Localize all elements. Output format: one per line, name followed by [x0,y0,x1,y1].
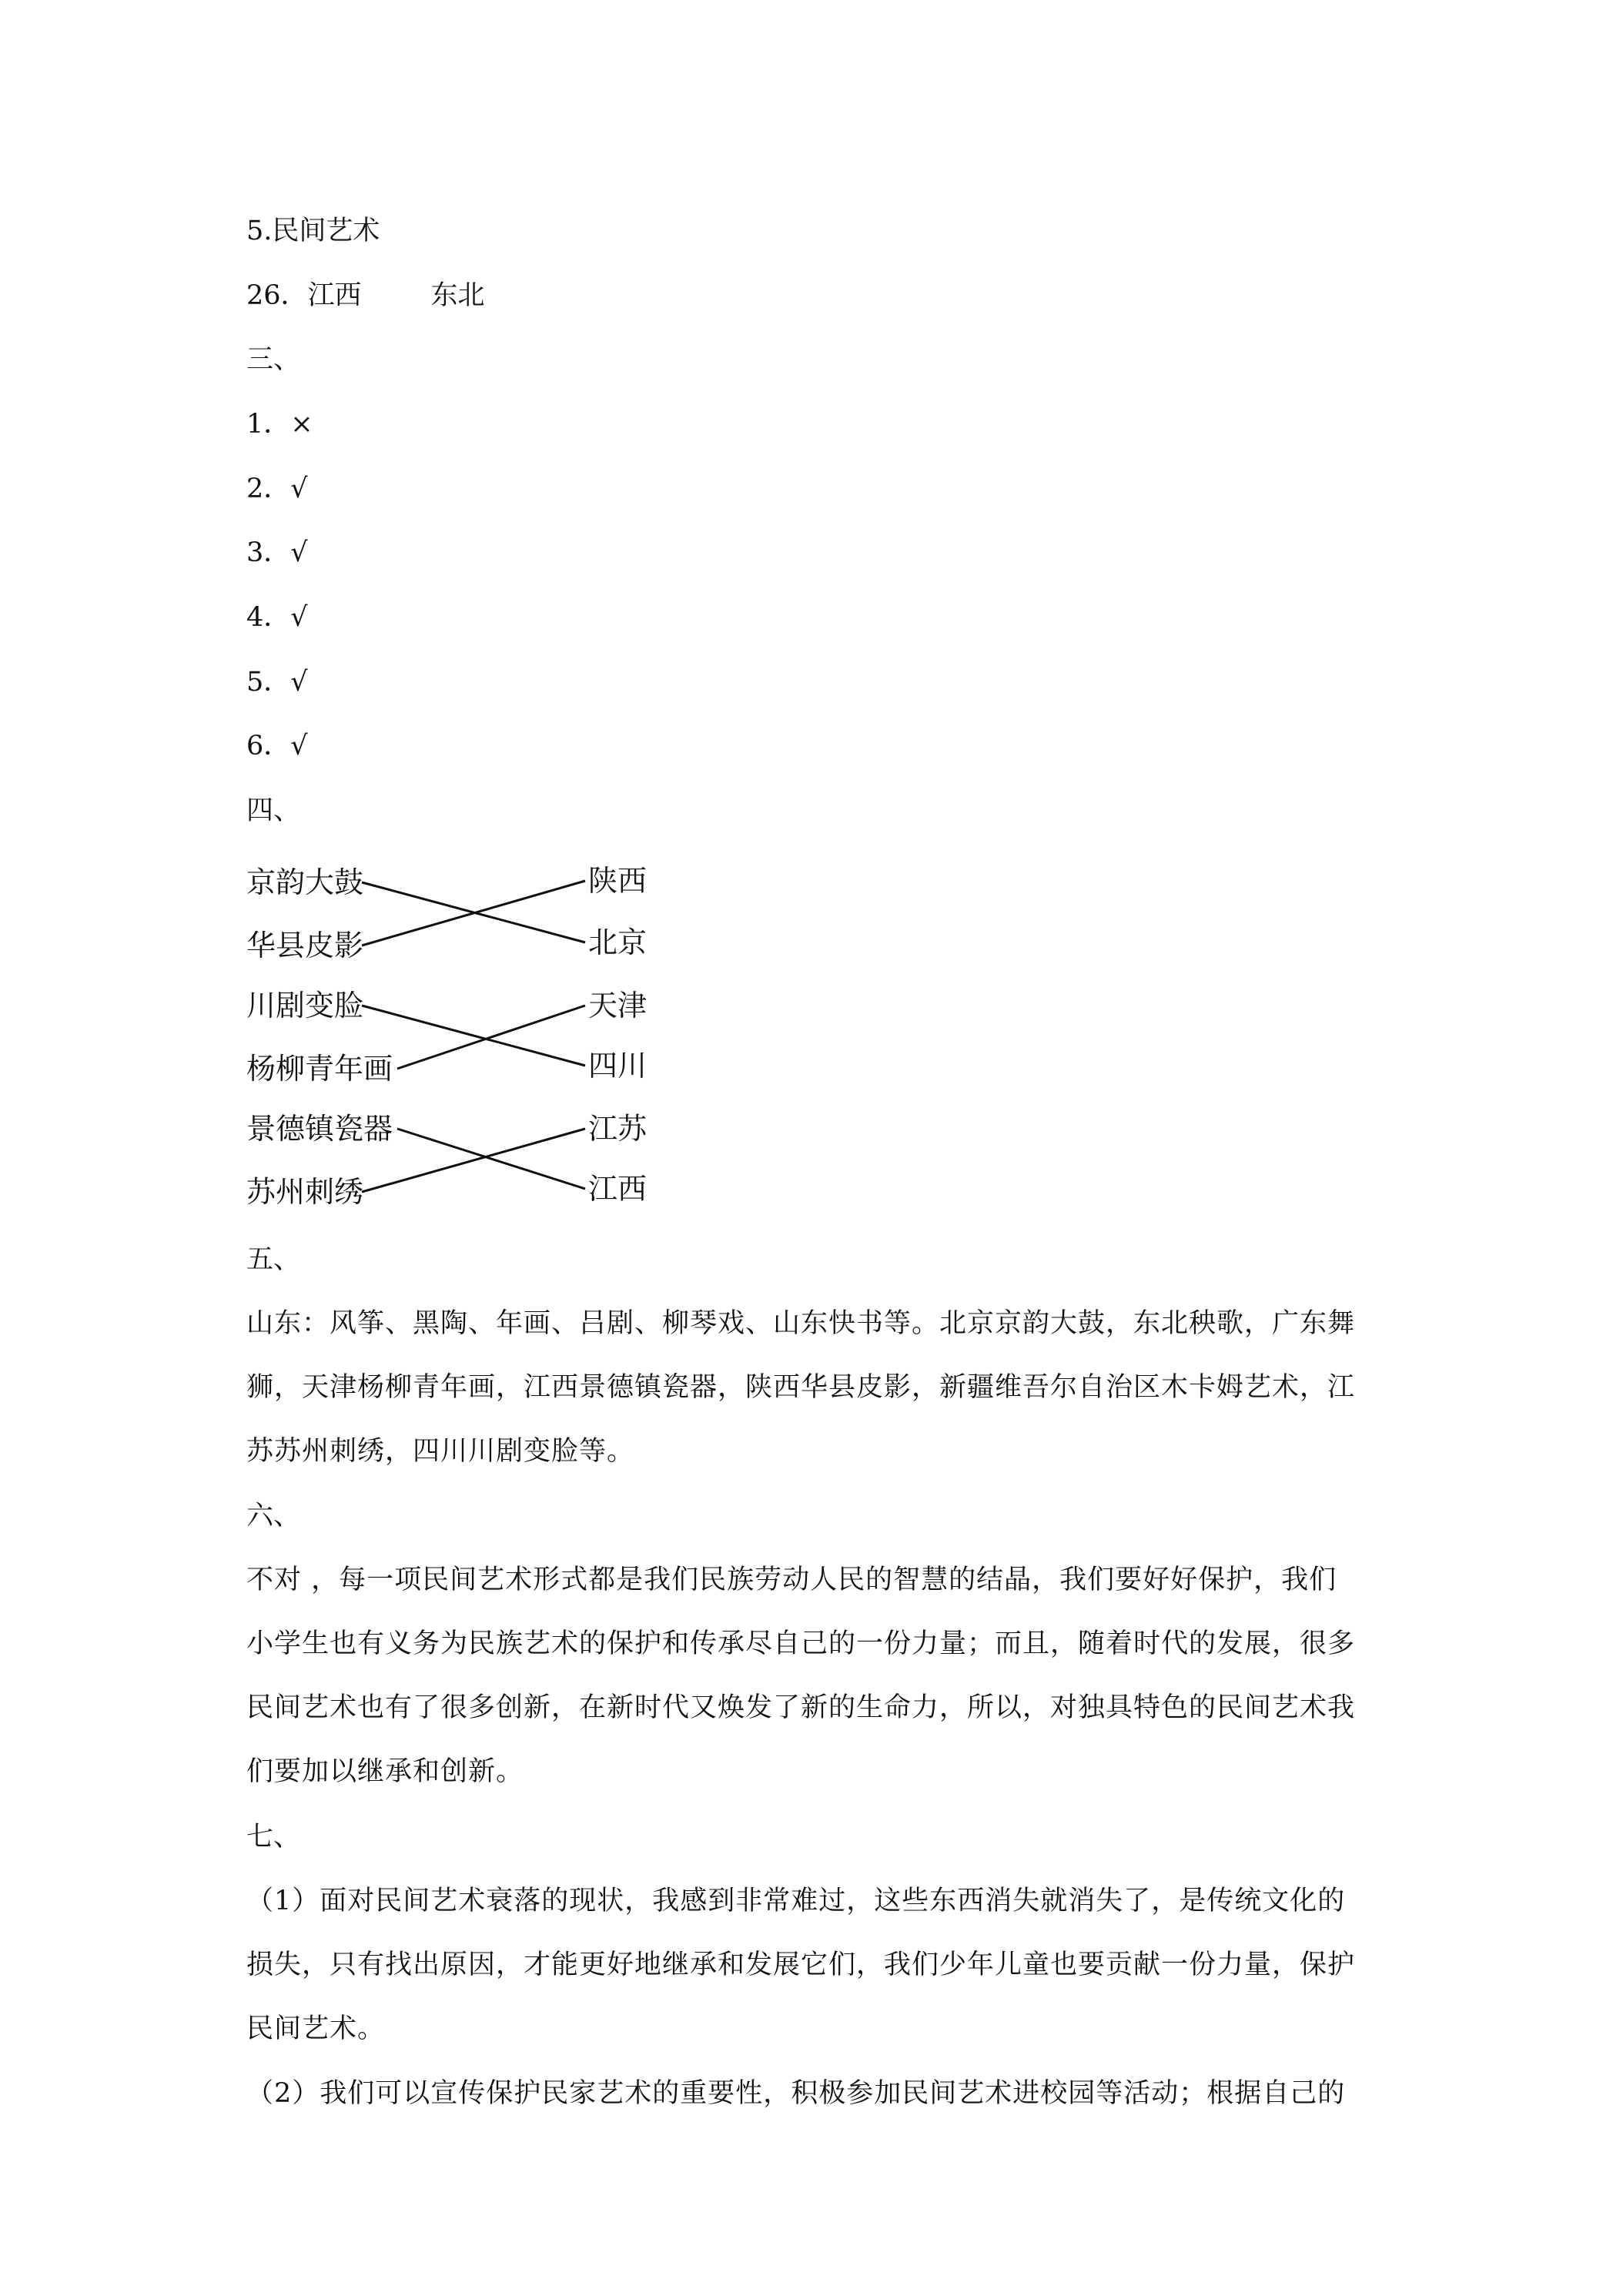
judge-answer-5: 5．√ [246,667,308,698]
section-5-answer [246,1292,1387,1484]
section-5-row: 苏苏州刺绣，四川川剧变脸等。 [246,1436,635,1467]
judge-answer-3: 3．√ [246,537,308,568]
match-right-2: 北京 [588,925,648,959]
match-right-1: 陕西 [588,864,648,898]
section-6-heading: 六、 [246,1501,301,1531]
section-5-row: 狮，天津杨柳青年画，江西景德镇瓷器，陕西华县皮影，新疆维吾尔自治区木卡姆艺术，江 [246,1372,1356,1403]
section-5-heading: 五、 [246,1244,301,1275]
match-left-6: 苏州刺绣 [246,1175,364,1209]
match-right-4: 四川 [588,1049,648,1083]
section-3-heading: 三、 [246,344,301,375]
match-right-5: 江苏 [588,1112,648,1146]
section-6-row: 不对 ，每一项民间艺术形式都是我们民族劳动人民的智慧的结晶，我们要好好保护，我们 [246,1565,1337,1595]
match-right-3: 天津 [588,989,648,1022]
match-left-4: 杨柳青年画 [246,1052,393,1086]
section-7-row: 损失，只有找出原因，才能更好地继承和发展它们，我们少年儿童也要贡献一份力量，保护 [246,1950,1356,1980]
section-7-row: （2）我们可以宣传保护民家艺术的重要性，积极参加民间艺术进校园等活动；根据自己的 [246,2078,1346,2109]
answer-25: 5.民间艺术 [246,216,380,246]
match-line-suzhou-jiangsu [362,1129,585,1192]
section-7-heading: 七、 [246,1822,301,1853]
answer-26-part2: 东北 [430,280,485,311]
match-right-6: 江西 [588,1172,648,1206]
section-6-row: 小学生也有义务为民族艺术的保护和传承尽自己的一份力量；而且，随着时代的发展，很多 [246,1628,1356,1659]
judge-answer-2: 2．√ [246,474,308,504]
section-5-row: 山东：风筝、黑陶、年画、吕剧、柳琴戏、山东快书等。北京京韵大鼓，东北秧歌，广东舞 [246,1308,1356,1339]
match-left-1: 京韵大鼓 [246,865,364,899]
judge-answer-6: 6．√ [246,731,308,761]
match-left-2: 华县皮影 [246,929,364,962]
section-6-row: 民间艺术也有了很多创新，在新时代又焕发了新的生命力，所以，对独具特色的民间艺术我 [246,1692,1356,1723]
match-line-chuanju-sichuan [362,1006,585,1066]
section-6-row: 们要加以继承和创新。 [246,1756,524,1787]
section-7-answer-1 [246,1869,1387,2061]
match-left-5: 景德镇瓷器 [246,1112,393,1146]
matching-lines [245,853,661,1217]
section-7-row: （1）面对民间艺术衰落的现状，我感到非常难过，这些东西消失就消失了，是传统文化的 [246,1886,1346,1916]
judge-answer-4: 4．√ [246,602,308,633]
matching-diagram [245,853,661,1217]
judge-answer-1: 1．× [246,409,313,440]
answer-26 [246,277,485,314]
section-7-row: 民间艺术。 [246,2013,386,2044]
section-7-answer-2 [246,2062,1387,2126]
answer-26-part1: 26．江西 [246,280,362,311]
section-6-answer [246,1548,1387,1804]
section-4-heading: 四、 [246,795,301,826]
match-left-3: 川剧变脸 [246,989,364,1022]
